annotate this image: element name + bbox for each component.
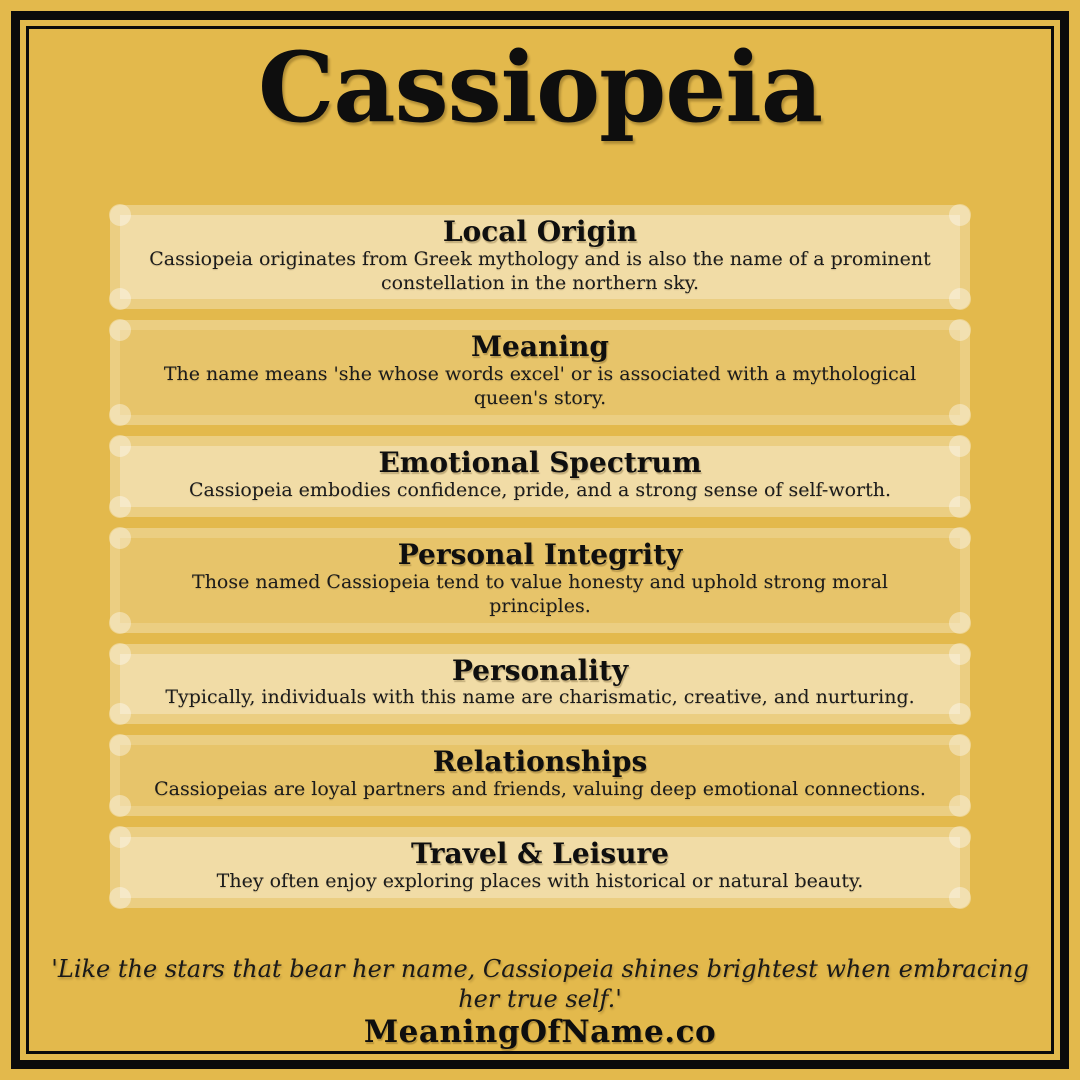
- card-body: Typically, individuals with this name are charismatic, creative, and nurturing.: [165, 686, 915, 709]
- corner-dot-icon: [109, 435, 131, 457]
- corner-dot-icon: [109, 887, 131, 909]
- card-body: Cassiopeias are loyal partners and friends, valuing deep emotional connections.: [154, 778, 926, 801]
- info-card-personality: [110, 644, 970, 725]
- corner-dot-icon: [109, 826, 131, 848]
- card-body: Cassiopeia embodies confidence, pride, and a strong sense of self-worth.: [188, 478, 892, 501]
- corner-dot-icon: [949, 734, 971, 756]
- cards-list: [110, 205, 970, 908]
- card-title: Meaning: [471, 330, 609, 364]
- info-card-travel-leisure: [110, 827, 970, 908]
- corner-dot-icon: [949, 319, 971, 341]
- corner-dot-icon: [949, 826, 971, 848]
- corner-dot-icon: [109, 288, 131, 310]
- info-card-emotional-spectrum: [110, 436, 970, 517]
- card-title: Local Origin: [442, 214, 638, 248]
- corner-dot-icon: [949, 527, 971, 549]
- card-title: Travel & Leisure: [410, 837, 669, 871]
- corner-dot-icon: [109, 795, 131, 817]
- corner-dot-icon: [949, 612, 971, 634]
- card-title: Personality: [451, 653, 629, 687]
- card-body: The name means 'she whose words excel' or is associated with a mythological queen's story.: [163, 363, 917, 410]
- corner-dot-icon: [949, 404, 971, 426]
- card-body: Those named Cassiopeia tend to value honesty and uphold strong moral principles.: [192, 570, 888, 617]
- card-title: Relationships: [432, 745, 648, 779]
- corner-dot-icon: [109, 734, 131, 756]
- corner-dot-icon: [949, 703, 971, 725]
- corner-dot-icon: [109, 404, 131, 426]
- card-title: Personal Integrity: [397, 537, 683, 571]
- corner-dot-icon: [109, 319, 131, 341]
- corner-dot-icon: [109, 527, 131, 549]
- info-card-local-origin: [110, 205, 970, 310]
- corner-dot-icon: [949, 795, 971, 817]
- corner-dot-icon: [949, 643, 971, 665]
- card-title: Emotional Spectrum: [378, 446, 702, 480]
- corner-dot-icon: [109, 496, 131, 518]
- corner-dot-icon: [949, 435, 971, 457]
- brand-name: MeaningOfName.co: [363, 1013, 717, 1050]
- info-card-personal-integrity: [110, 528, 970, 633]
- page-title: Cassiopeia: [257, 31, 823, 144]
- footer-quote: 'Like the stars that bear her name, Cassiopeia shines brightest when embracing her true self.': [51, 954, 1029, 1013]
- corner-dot-icon: [109, 703, 131, 725]
- corner-dot-icon: [949, 887, 971, 909]
- corner-dot-icon: [949, 204, 971, 226]
- card-body: They often enjoy exploring places with historical or natural beauty.: [216, 869, 864, 892]
- corner-dot-icon: [109, 612, 131, 634]
- card-body: Cassiopeia originates from Greek mythology and is also the name of a prominent constellation in the northern sky.: [149, 247, 931, 294]
- info-card-meaning: [110, 320, 970, 425]
- poster-content: [30, 30, 1050, 1050]
- corner-dot-icon: [949, 496, 971, 518]
- corner-dot-icon: [949, 288, 971, 310]
- info-card-relationships: [110, 735, 970, 816]
- corner-dot-icon: [109, 643, 131, 665]
- corner-dot-icon: [109, 204, 131, 226]
